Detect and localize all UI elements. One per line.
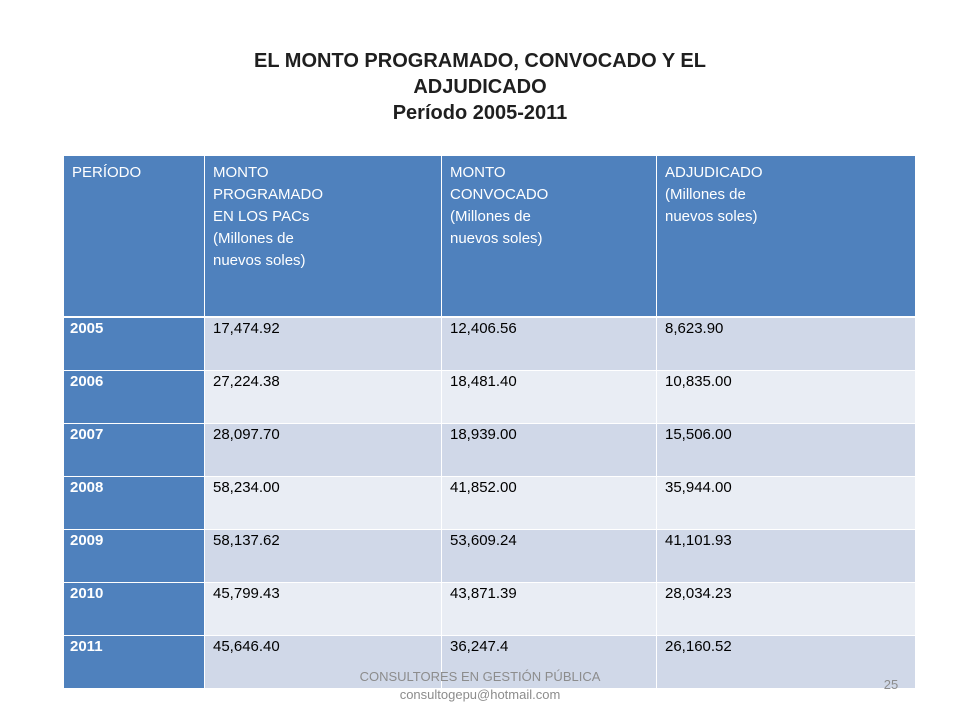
header-line: CONVOCADO [450,186,549,203]
cell-programado: 45,799.43 [205,583,442,636]
footer-organization: CONSULTORES EN GESTIÓN PÚBLICA [359,669,601,684]
cell-year: 2010 [64,583,205,636]
table-row [64,477,916,530]
header-line: MONTO [213,164,269,181]
cell-adjudicado: 41,101.93 [657,530,916,583]
header-line: ADJUDICADO [665,164,763,181]
cell-convocado: 36,247.4 [442,636,657,689]
table-row [64,530,916,583]
cell-programado: 58,234.00 [205,477,442,530]
cell-programado: 17,474.92 [205,317,442,371]
cell-programado: 27,224.38 [205,371,442,424]
cell-programado: 28,097.70 [205,424,442,477]
header-line: (Millones de [450,208,531,225]
header-monto-programado [205,156,442,317]
table-row [64,317,916,371]
cell-convocado: 41,852.00 [442,477,657,530]
header-monto-convocado [442,156,657,317]
cell-convocado: 18,939.00 [442,424,657,477]
cell-adjudicado: 8,623.90 [657,317,916,371]
cell-convocado: 53,609.24 [442,530,657,583]
header-line: nuevos soles) [213,252,306,269]
data-table [64,156,916,689]
header-line: (Millones de [665,186,746,203]
cell-year: 2006 [64,371,205,424]
cell-adjudicado: 26,160.52 [657,636,916,689]
header-line: (Millones de [213,230,294,247]
cell-adjudicado: 10,835.00 [657,371,916,424]
cell-programado: 58,137.62 [205,530,442,583]
cell-year: 2009 [64,530,205,583]
table-row [64,424,916,477]
cell-year: 2005 [64,317,205,371]
cell-year: 2007 [64,424,205,477]
header-line: nuevos soles) [450,230,543,247]
header-line: PROGRAMADO [213,186,324,203]
header-adjudicado [657,156,916,317]
slide-title [0,48,960,126]
page-number: 25 [883,677,899,692]
cell-adjudicado: 15,506.00 [657,424,916,477]
cell-year: 2008 [64,477,205,530]
title-line-3: Período 2005-2011 [392,102,568,124]
cell-adjudicado: 28,034.23 [657,583,916,636]
cell-adjudicado: 35,944.00 [657,477,916,530]
footer-email: consultogepu@hotmail.com [399,687,561,702]
header-line: MONTO [450,164,506,181]
cell-convocado: 12,406.56 [442,317,657,371]
header-periodo [64,156,205,317]
header-row [64,156,916,317]
footer [320,668,640,704]
cell-year: 2011 [64,636,205,689]
table-row [64,371,916,424]
header-line: nuevos soles) [665,208,758,225]
header-line: PERÍODO [72,164,142,181]
cell-programado: 45,646.40 [205,636,442,689]
title-line-2: ADJUDICADO [413,76,547,98]
cell-convocado: 43,871.39 [442,583,657,636]
cell-convocado: 18,481.40 [442,371,657,424]
header-line: EN LOS PACs [213,208,310,225]
title-line-1: EL MONTO PROGRAMADO, CONVOCADO Y EL [254,50,706,72]
table-row [64,583,916,636]
